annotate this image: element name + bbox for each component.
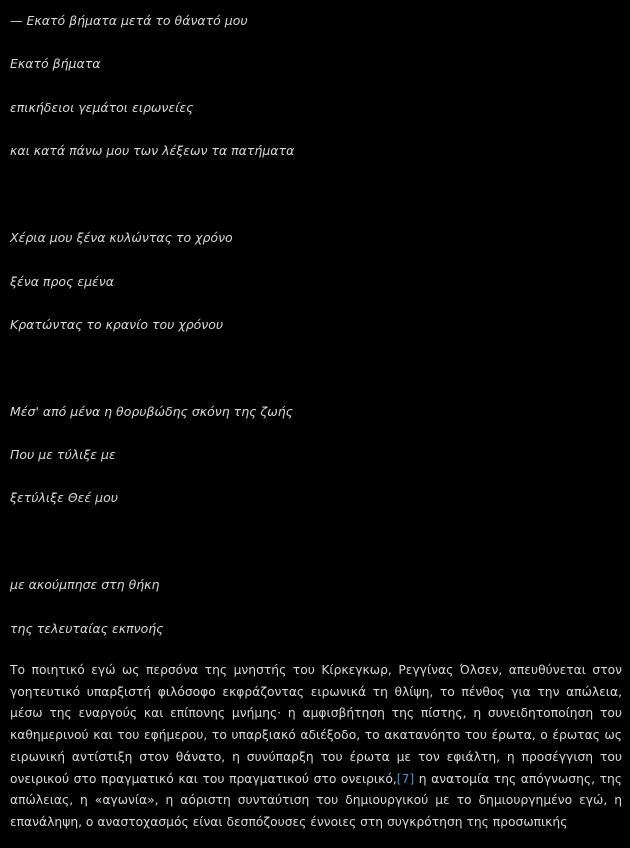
poem-line: Εκατό βήματα	[10, 56, 101, 71]
poem-line: ξετύλιξε Θεέ μου	[10, 490, 118, 505]
poem-line: — Εκατό βήματα μετά το θάνατό μου	[10, 13, 248, 28]
poem-line: Χέρια μου ξένα κυλώντας το χρόνο	[10, 230, 233, 245]
commentary-text: η ανατομία της απόγνωσης, της απώλειας, η «αγωνία», η αόριστη συνταύτιση του δημιουργικού με το δημιουργημένο εγώ, η επανάληψη, ο αναστοχασμός είναι δεσπόζουσες έννοιες στη συγκρότηση της προσωπικής	[10, 771, 622, 829]
footnote-link[interactable]: [7]	[396, 771, 415, 786]
poem-line: με ακούμπησε στη θήκη	[10, 577, 160, 592]
poem-line: και κατά πάνω μου των λέξεων τα πατήματα	[10, 143, 295, 158]
commentary-text: Το ποιητικό εγώ ως περσόνα της μνηστής του Κίρκεγκωρ, Ρεγγίνας Όλσεν, απευθύνεται στον γοητευτικό υπαρξιστή φιλόσοφο εκφράζοντας ειρωνικά τη θλίψη, το πένθος για την απώλεια, μέσω της εναργούς και επίπονης μνήμης· η αμφισβήτηση της πίστης, η συνειδητοποίηση του καθημερινού και του εφήμερου, το υπαρξιακό αδιέξοδο, το ακατανόητο του έρωτα, ο έρωτας ως ειρωνική αντίστιξη στον θάνατο, η συνύπαρξη του έρωτα με τον εφιάλτη, η προσέγγιση του ονειρικού στο πραγματικό και του πραγματικού στο ονειρικό,	[10, 663, 622, 786]
poem-line: ξένα προς εμένα	[10, 274, 115, 289]
poem-line: της τελευταίας εκπνοής	[10, 621, 164, 636]
poem-line: επικήδειοι γεμάτοι ειρωνείες	[10, 100, 194, 115]
commentary-paragraph	[10, 660, 622, 834]
poem-line: Κρατώντας το κρανίο του χρόνου	[10, 317, 224, 332]
poem-line: Μέσ' από μένα η θορυβώδης σκόνη της ζωής	[10, 404, 293, 419]
poem-line: Που με τύλιξε με	[10, 447, 116, 462]
